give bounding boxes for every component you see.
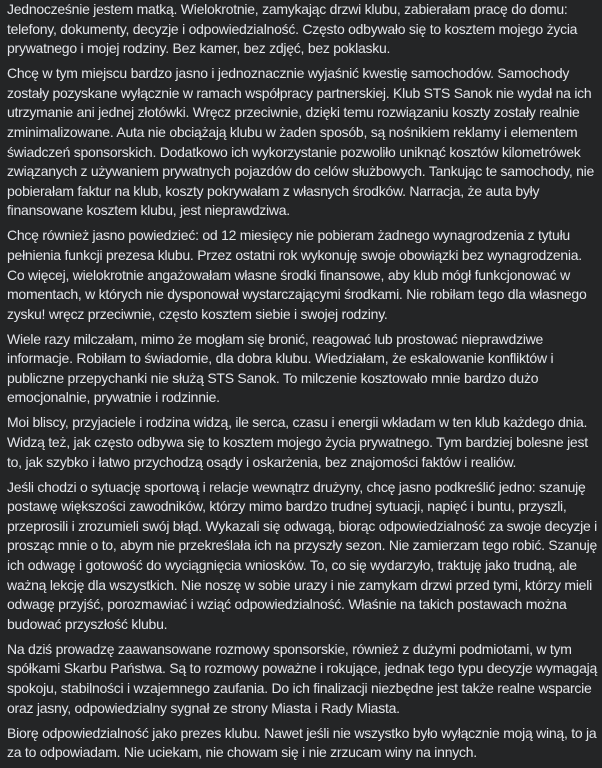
text-line: Na dziś prowadzę zaawansowane rozmowy sponsorskie, również z dużymi podmiotami, w tym: [7, 640, 572, 657]
text-line: przeprosili i zrozumieli swój błąd. Wykazali się odwagą, biorąc odpowiedzialność za swoje decyzje i: [7, 517, 597, 534]
paragraph-sponsors: [7, 640, 597, 718]
text-line: Moi bliscy, przyjaciele i rodzina widzą, ile serca, czasu i energii wkładam w ten klub każdego dnia.: [7, 414, 588, 431]
text-line: prywatnego i mojej rodziny. Bez kamer, bez zdjęć, bez poklasku.: [7, 40, 391, 57]
text-line: Biorę odpowiedzialność jako prezes klubu. Nawet jeśli nie wszystko było wyłącznie moją winą, to ja: [7, 724, 597, 741]
paragraph-silence: [7, 330, 597, 408]
text-line: za to odpowiadam. Nie uciekam, nie chowam się i nie zrzucam winy na innych.: [7, 744, 477, 761]
text-line: oraz jasny, odpowiedzialny sygnał ze strony Miasta i Rady Miasta.: [7, 699, 400, 716]
text-line: spokoju, stabilności i wzajemnego zaufania. Do ich finalizacji niezbędne jest także realne wsparcie: [7, 679, 592, 696]
text-line: momentach, w których nie dysponował wystarczającymi środkami. Nie robiłam tego dla własnego: [7, 286, 587, 303]
text-line: utrzymanie ani jednej złotówki. Wręcz przeciwnie, dzięki temu rozwiązaniu koszty zostały realnie: [7, 104, 580, 121]
text-line: publiczne przepychanki nie służą STS Sanok. To milczenie kosztowało mnie bardzo dużo: [7, 369, 539, 386]
text-line: finansowane kosztem klubu, jest nieprawdziwa.: [7, 202, 290, 219]
text-line: budować przyszłość klubu.: [7, 615, 168, 632]
text-line: zminimalizowane. Auta nie obciążają klubu w żaden sposób, są nośnikiem reklamy i elementem: [7, 123, 578, 140]
post-body: [7, 0, 597, 768]
text-line: ich odwagę i gotowość do wyciągnięcia wniosków. To, co się wydarzyło, traktuję jako trudną, ale: [7, 556, 577, 573]
text-line: Widzą też, jak często odbywa się to kosztem mojego życia prywatnego. Tym bardziej bolesne jest: [7, 434, 588, 451]
paragraph-salary: [7, 226, 597, 324]
text-line: to, jak szybko i łatwo przychodzą osądy i oskarżenia, bez znajomości faktów i realiów.: [7, 453, 517, 470]
paragraph-team: [7, 478, 597, 635]
text-line: świadczeń sponsorskich. Dodatkowo ich wykorzystanie pozwoliło uniknąć kosztów kilometrówek: [7, 143, 581, 160]
text-line: Wiele razy milczałam, mimo że mogłam się bronić, reagować lub prostować nieprawdziwe: [7, 330, 544, 347]
paragraph-cars: [7, 64, 597, 221]
text-line: spółkami Skarbu Państwa. Są to rozmowy poważne i rokujące, jednak tego typu decyzje wymagają: [7, 660, 597, 677]
text-line: odwagę przyjść, porozmawiać i wziąć odpowiedzialność. Właśnie na takich postawach można: [7, 596, 567, 613]
text-line: emocjonalnie, prywatnie i rodzinnie.: [7, 389, 220, 406]
text-line: ważną lekcję dla wszystkich. Nie noszę w sobie urazy i nie zamykam drzwi przed tymi, którzy mieli: [7, 576, 592, 593]
text-line: Chcę również jasno powiedzieć: od 12 miesięcy nie pobieram żadnego wynagrodzenia z tytułu: [7, 227, 570, 244]
text-line: informacje. Robiłam to świadomie, dla dobra klubu. Wiedziałam, że eskalowanie konfliktów i: [7, 350, 554, 367]
text-line: zysku! wręcz przeciwnie, często kosztem siebie i swojej rodziny.: [7, 305, 388, 322]
paragraph-motherhood: [7, 0, 597, 59]
text-line: Jeśli chodzi o sytuację sportową i relacje wewnątrz drużyny, chcę jasno podkreślić jedno: szanuję: [7, 478, 586, 495]
text-line: pełnienia funkcji prezesa klubu. Przez ostatni rok wykonuję swoje obowiązki bez wynagrodzenia.: [7, 246, 582, 263]
text-line: Chcę w tym miejscu bardzo jasno i jednoznacznie wyjaśnić kwestię samochodów. Samochody: [7, 65, 570, 82]
text-line: Jednocześnie jestem matką. Wielokrotnie, zamykając drzwi klubu, zabierałam pracę do domu:: [7, 1, 568, 17]
paragraph-responsibility: [7, 724, 597, 763]
text-line: prosząc mnie o to, abym nie przekreślała ich na przyszły sezon. Nie zamierzam tego robić. Szanuję: [7, 537, 598, 554]
text-line: związanych z używaniem prywatnych pojazdów do celów służbowych. Tankując te samochody, nie: [7, 163, 595, 180]
text-line: telefony, dokumenty, decyzje i odpowiedzialność. Często odbywało się to kosztem mojego życia: [7, 20, 578, 37]
text-line: postawę większości zawodników, którzy mimo bardzo trudnej sytuacji, napięć i buntu, przyszli,: [7, 498, 567, 515]
text-line: zostały pozyskane wyłącznie w ramach współpracy partnerskiej. Klub STS Sanok nie wydał na ich: [7, 84, 592, 101]
text-line: Co więcej, wielokrotnie angażowałam własne środki finansowe, aby klub mógł funkcjonować w: [7, 266, 570, 283]
text-line: pobierałam faktur na klub, koszty pokrywałam z własnych środków. Narracja, że auta były: [7, 182, 540, 199]
paragraph-family: [7, 413, 597, 472]
